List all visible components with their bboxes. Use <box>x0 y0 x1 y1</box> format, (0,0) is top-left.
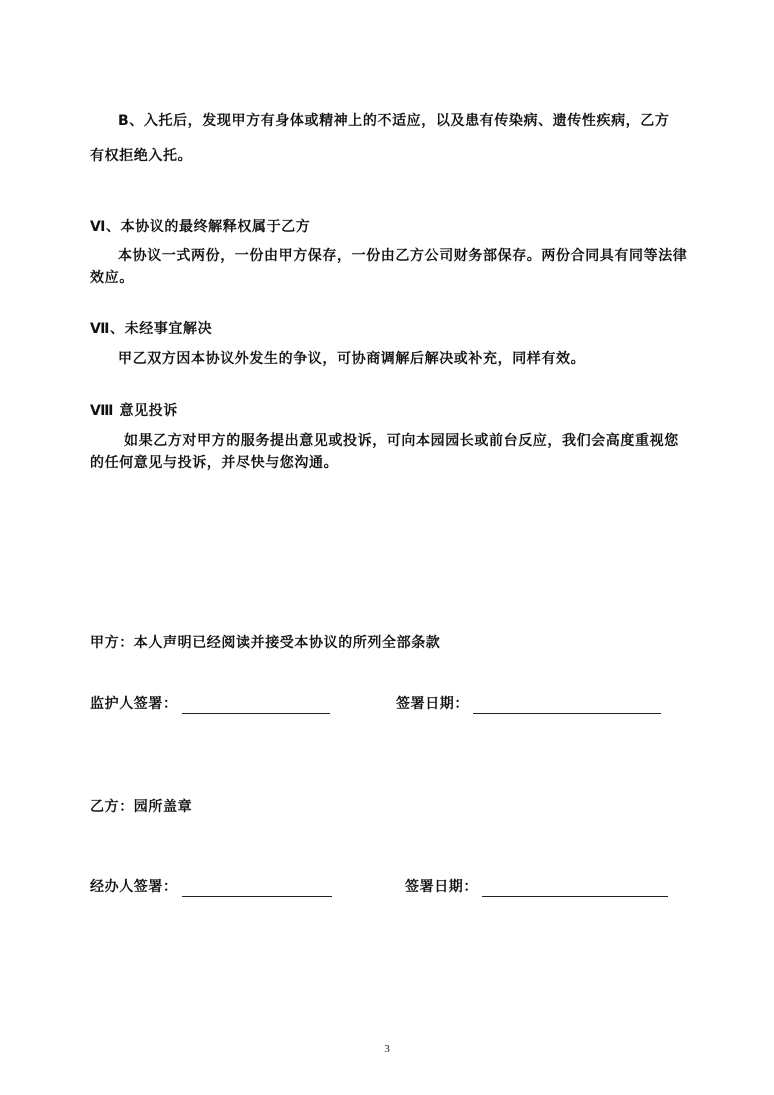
handler-signature-field[interactable] <box>182 880 332 897</box>
party-b-statement: 乙方：园所盖章 <box>90 799 193 815</box>
party-a-statement: 甲方：本人声明已经阅读并接受本协议的所列全部条款 <box>90 635 441 651</box>
section-6-heading: Ⅵ、本协议的最终解释权属于乙方 <box>90 219 311 235</box>
party-b-date-label: 签署日期： <box>405 879 478 895</box>
section-8-body: 如果乙方对甲方的服务提出意见或投诉，可向本园园长或前台反应，我们会高度重视您的任何意见与投诉，并尽快与您沟通。 <box>90 433 679 471</box>
section-6-body: 本协议一式两份，一份由甲方保存，一份由乙方公司财务部保存。两份合同具有同等法律效应。 <box>90 248 688 286</box>
section-b-line-1: B、入托后，发现甲方有身体或精神上的不适应，以及患有传染病、遗传性疾病，乙方 <box>118 113 670 129</box>
guardian-sign-label: 监护人签署： <box>90 696 178 712</box>
party-b-date-field[interactable] <box>482 880 668 897</box>
handler-signature-row <box>90 877 332 897</box>
section-b-line-2: 有权拒绝入托。 <box>90 148 193 164</box>
guardian-signature-row <box>90 694 330 714</box>
section-8-heading: Ⅷ 意见投诉 <box>90 403 178 419</box>
party-a-date-field[interactable] <box>473 697 661 714</box>
section-7-heading: Ⅶ、未经事宜解决 <box>90 321 213 337</box>
party-a-date-row <box>396 694 661 714</box>
guardian-signature-field[interactable] <box>182 697 330 714</box>
handler-sign-label: 经办人签署： <box>90 879 178 895</box>
section-7-body: 甲乙双方因本协议外发生的争议，可协商调解后解决或补充，同样有效。 <box>118 351 586 367</box>
party-b-date-row <box>405 877 668 897</box>
party-a-date-label: 签署日期： <box>396 696 469 712</box>
page-number: 3 <box>384 1043 390 1055</box>
